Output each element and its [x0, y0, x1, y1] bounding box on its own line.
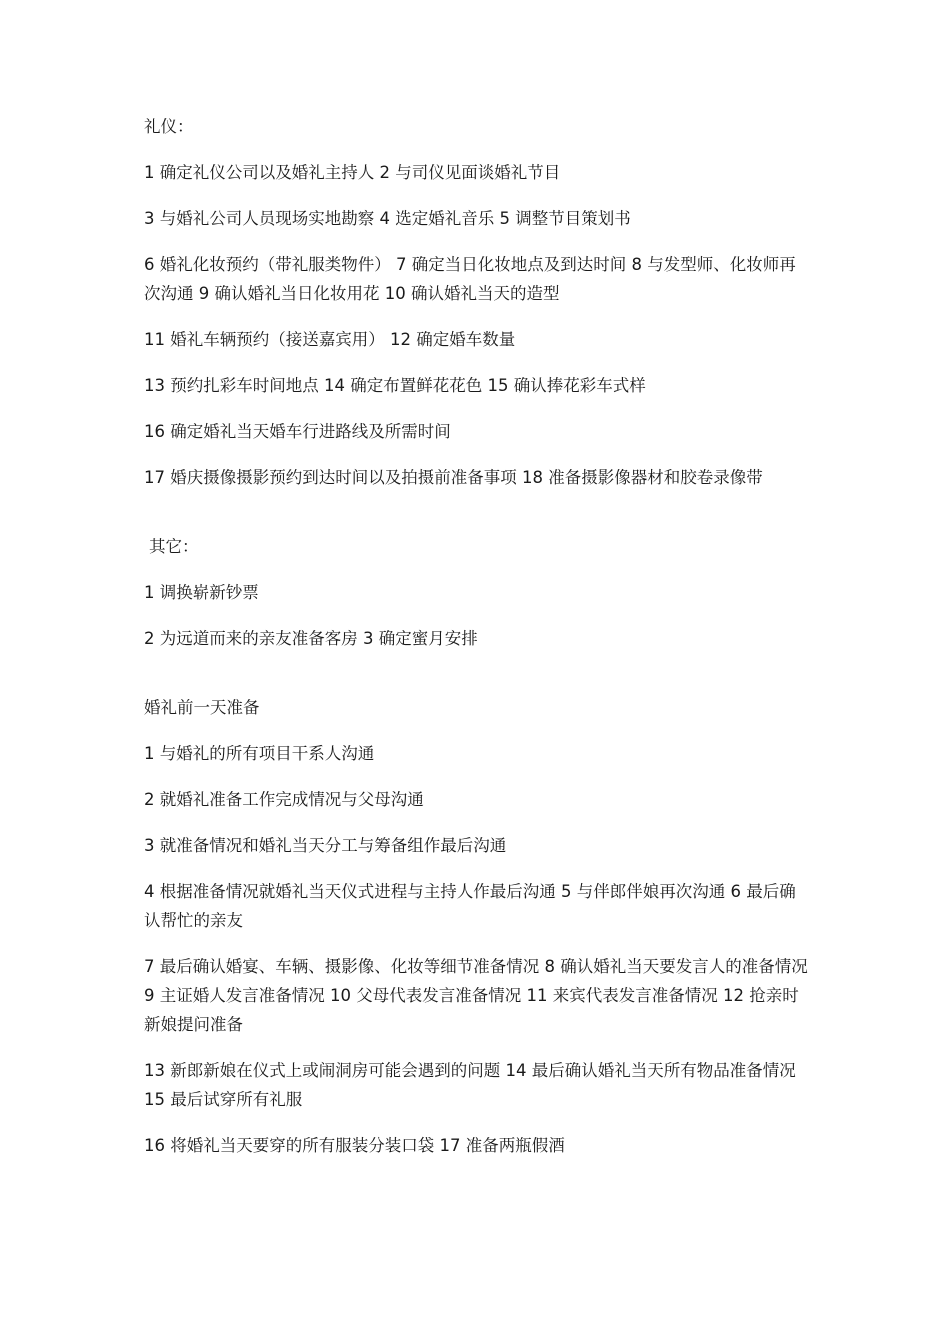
- section-day-before: [144, 693, 810, 1160]
- paragraph: 3 与婚礼公司人员现场实地勘察 4 选定婚礼音乐 5 调整节目策划书: [144, 209, 631, 228]
- paragraph: 4 根据准备情况就婚礼当天仪式进程与主持人作最后沟通 5 与伴郎伴娘再次沟通 6 最后确认帮忙的亲友: [144, 882, 796, 930]
- paragraph: 1 调换崭新钞票: [144, 583, 259, 602]
- paragraph: 13 预约扎彩车时间地点 14 确定布置鲜花花色 15 确认捧花彩车式样: [144, 376, 646, 395]
- section-heading: 其它：: [149, 537, 199, 556]
- paragraph: 16 确定婚礼当天婚车行进路线及所需时间: [144, 422, 451, 441]
- paragraph: 1 确定礼仪公司以及婚礼主持人 2 与司仪见面谈婚礼节目: [144, 163, 561, 182]
- paragraph: 11 婚礼车辆预约（接送嘉宾用） 12 确定婚车数量: [144, 330, 516, 349]
- section-etiquette: [144, 112, 810, 492]
- paragraph: 6 婚礼化妆预约（带礼服类物件） 7 确定当日化妆地点及到达时间 8 与发型师、化妆师再次沟通 9 确认婚礼当日化妆用花 10 确认婚礼当天的造型: [144, 255, 796, 303]
- paragraph: 2 为远道而来的亲友准备客房 3 确定蜜月安排: [144, 629, 478, 648]
- paragraph: 16 将婚礼当天要穿的所有服装分装口袋 17 准备两瓶假酒: [144, 1136, 565, 1155]
- section-heading: 婚礼前一天准备: [144, 698, 260, 717]
- paragraph: 3 就准备情况和婚礼当天分工与筹备组作最后沟通: [144, 836, 507, 855]
- paragraph: 1 与婚礼的所有项目干系人沟通: [144, 744, 375, 763]
- document-body: [144, 112, 810, 1177]
- paragraph: 2 就婚礼准备工作完成情况与父母沟通: [144, 790, 424, 809]
- section-heading: 礼仪：: [144, 117, 194, 136]
- paragraph: 13 新郎新娘在仪式上或闹洞房可能会遇到的问题 14 最后确认婚礼当天所有物品准备情况 15 最后试穿所有礼服: [144, 1061, 796, 1109]
- section-other: [144, 532, 810, 653]
- paragraph: 17 婚庆摄像摄影预约到达时间以及拍摄前准备事项 18 准备摄影像器材和胶卷录像带: [144, 468, 763, 487]
- paragraph: 7 最后确认婚宴、车辆、摄影像、化妆等细节准备情况 8 确认婚礼当天要发言人的准备情况 9 主证婚人发言准备情况 10 父母代表发言准备情况 11 来宾代表发言准备情况 12 抢亲时新娘提问准备: [144, 957, 808, 1034]
